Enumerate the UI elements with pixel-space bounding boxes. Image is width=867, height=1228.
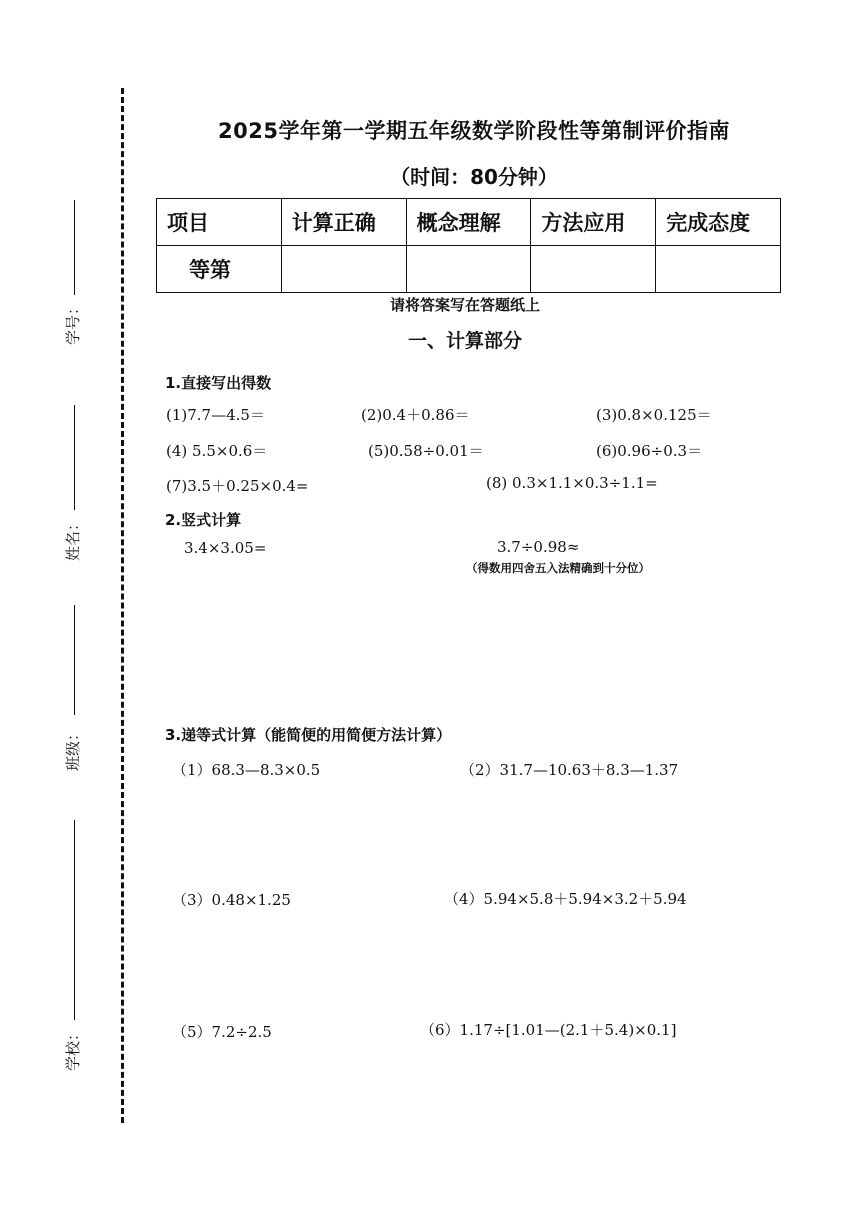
grade-input-cell[interactable] [656,246,781,293]
student-id-line [74,200,75,295]
table-cell: 计算正确 [281,199,406,246]
table-cell: 概念理解 [406,199,531,246]
cut-line [121,88,124,1123]
q2-item: 3.7÷0.98≈ [497,538,580,556]
q2-item: 3.4×3.05= [184,539,267,557]
question-3-title: 3.递等式计算（能简便的用简便方法计算） [165,726,452,744]
q1-item: (2)0.4＋0.86＝ [361,406,470,424]
q1-item: (4) 5.5×0.6＝ [166,442,268,460]
q3-item: （4）5.94×5.8＋5.94×3.2＋5.94 [444,890,687,908]
exam-time: （时间：80分钟） [390,165,558,189]
page-title: 2025学年第一学期五年级数学阶段性等第制评价指南 [218,119,730,143]
school-line [74,820,75,1020]
grade-table [156,198,781,293]
q3-item: （5）7.2÷2.5 [172,1023,272,1041]
grade-input-cell[interactable] [406,246,531,293]
name-label: 姓名： [64,515,83,562]
q3-item: （3）0.48×1.25 [172,891,291,909]
grade-input-cell[interactable] [281,246,406,293]
grade-input-cell[interactable] [531,246,656,293]
answer-notice: 请将答案写在答题纸上 [389,296,540,314]
class-label: 班级： [64,725,83,772]
school-label: 学校： [64,1025,83,1072]
q3-item: （6）1.17÷[1.01—(2.1＋5.4)×0.1] [420,1021,677,1039]
q1-item: (7)3.5＋0.25×0.4= [166,477,309,495]
q1-item: (1)7.7—4.5＝ [166,406,265,424]
table-row [157,199,781,246]
table-cell: 项目 [157,199,282,246]
q3-item: （2）31.7—10.63＋8.3—1.37 [460,761,679,779]
section-title: 一、计算部分 [407,330,522,352]
table-cell: 等第 [157,246,282,293]
table-cell: 方法应用 [531,199,656,246]
q1-item: (5)0.58÷0.01＝ [368,442,484,460]
rounding-note: （得数用四舍五入法精确到十分位） [466,561,650,575]
q1-item: (8) 0.3×1.1×0.3÷1.1= [486,474,658,492]
student-id-label: 学号： [64,299,83,346]
q1-item: (6)0.96÷0.3＝ [596,442,703,460]
question-2-title: 2.竖式计算 [165,511,242,529]
q1-item: (3)0.8×0.125＝ [596,406,712,424]
name-line [74,405,75,510]
question-1-title: 1.直接写出得数 [165,374,272,392]
table-row [157,246,781,293]
table-cell: 完成态度 [656,199,781,246]
q3-item: （1）68.3—8.3×0.5 [172,761,321,779]
class-line [74,605,75,715]
